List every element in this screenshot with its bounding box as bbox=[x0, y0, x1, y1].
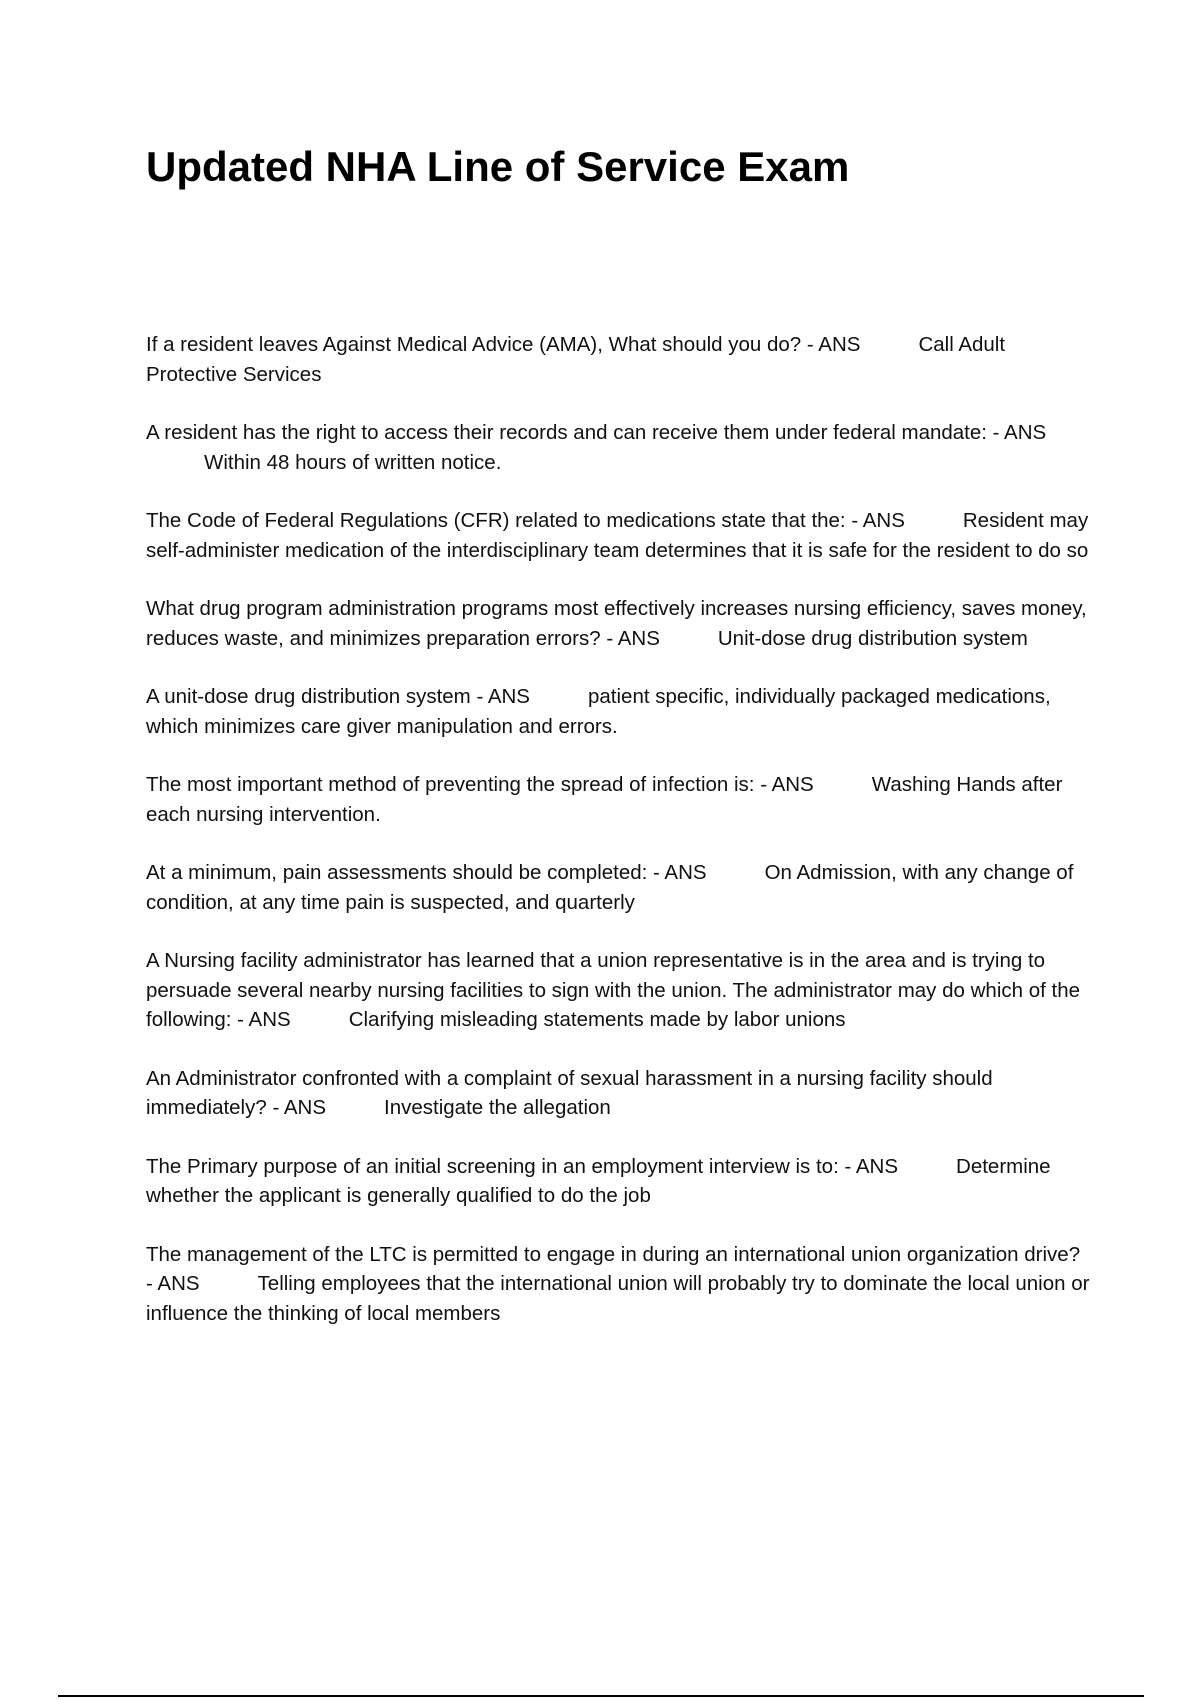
qa-answer: Investigate the allegation bbox=[384, 1096, 611, 1119]
qa-answer: patient specific, individually packaged medications, which minimizes care giver manipulation and errors. bbox=[146, 685, 1051, 738]
qa-answer: On Admission, with any change of condition, at any time pain is suspected, and quarterly bbox=[146, 861, 1074, 914]
qa-answer: Call Adult Protective Services bbox=[146, 333, 1006, 386]
qa-item bbox=[146, 858, 1091, 917]
qa-question: What drug program administration programs most effectively increases nursing efficiency, saves money, reduces waste, and minimizes preparation errors? - ANS bbox=[146, 597, 1087, 650]
qa-answer: Resident may self-administer medication of the interdisciplinary team determines that it is safe for the resident to do so bbox=[146, 509, 1089, 562]
qa-item bbox=[146, 330, 1091, 389]
qa-question: If a resident leaves Against Medical Advice (AMA), What should you do? - ANS bbox=[146, 333, 861, 356]
qa-question: A Nursing facility administrator has learned that a union representative is in the area and is trying to persuade several nearby nursing facilities to sign with the union. The administrator may do which of the following: - ANS bbox=[146, 949, 1081, 1031]
qa-item bbox=[146, 506, 1091, 565]
qa-item bbox=[146, 682, 1091, 741]
qa-list bbox=[146, 330, 1091, 1357]
qa-item bbox=[146, 770, 1091, 829]
qa-question: The Primary purpose of an initial screening in an employment interview is to: - ANS bbox=[146, 1154, 899, 1178]
qa-question: A unit-dose drug distribution system - ANS bbox=[146, 685, 530, 708]
qa-item bbox=[146, 946, 1091, 1035]
qa-question: The most important method of preventing the spread of infection is: - ANS bbox=[146, 773, 814, 796]
qa-item bbox=[146, 1240, 1091, 1329]
qa-question: At a minimum, pain assessments should be completed: - ANS bbox=[146, 861, 707, 884]
qa-question: The Code of Federal Regulations (CFR) related to medications state that the: - ANS bbox=[146, 509, 905, 532]
qa-answer: Determine whether the applicant is generally qualified to do the job bbox=[146, 1154, 1051, 1207]
qa-answer: Telling employees that the international union will probably try to dominate the local union or influence the thinking of local members bbox=[146, 1272, 1090, 1325]
page-title: Updated NHA Line of Service Exam bbox=[146, 143, 850, 190]
qa-question: An Administrator confronted with a complaint of sexual harassment in a nursing facility should immediately? - ANS bbox=[146, 1066, 993, 1119]
qa-item bbox=[146, 418, 1091, 477]
qa-item bbox=[146, 594, 1091, 653]
qa-question: A resident has the right to access their records and can receive them under federal mandate: - ANS bbox=[146, 421, 1047, 444]
qa-answer: Within 48 hours of written notice. bbox=[204, 450, 502, 474]
qa-answer: Unit-dose drug distribution system bbox=[717, 626, 1028, 650]
qa-answer: Clarifying misleading statements made by labor unions bbox=[348, 1008, 846, 1031]
qa-item bbox=[146, 1152, 1091, 1211]
qa-question: The management of the LTC is permitted to engage in during an international union organization drive? - ANS bbox=[146, 1242, 1081, 1295]
qa-item bbox=[146, 1064, 1091, 1123]
qa-answer: Washing Hands after each nursing intervention. bbox=[146, 773, 1063, 826]
footer-divider bbox=[58, 1695, 1144, 1697]
